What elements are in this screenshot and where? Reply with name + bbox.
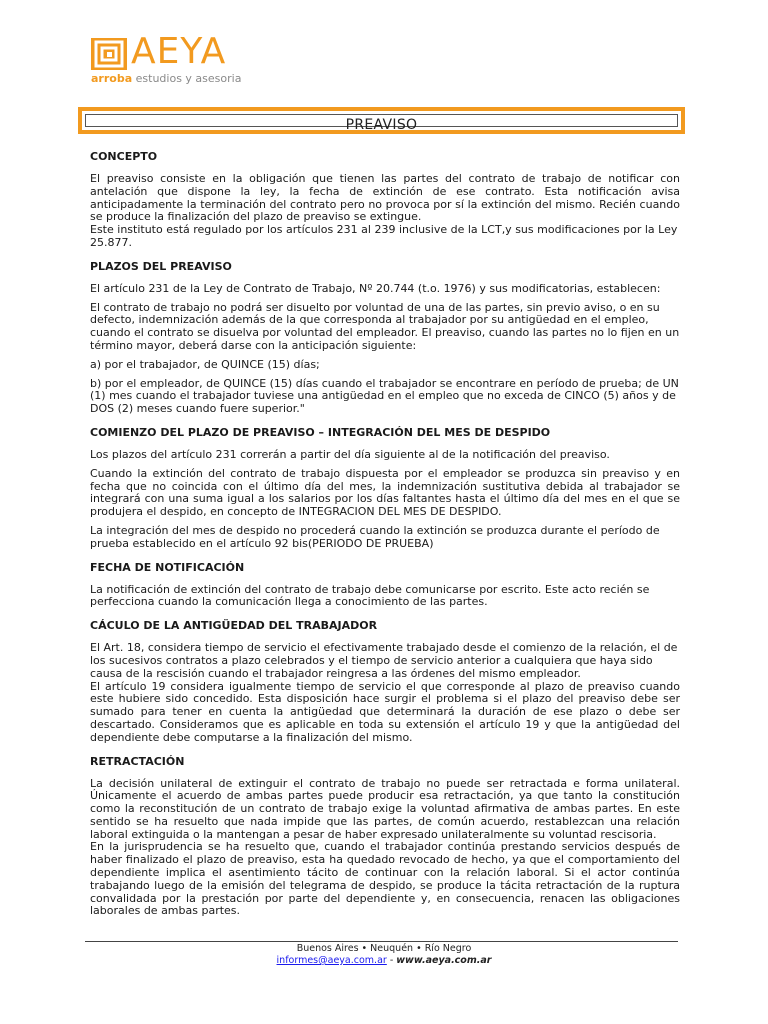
website-text: www.aeya.com.ar — [396, 955, 492, 966]
title-frame — [78, 107, 685, 134]
section-heading-retractacion: RETRACTACIÓN — [90, 754, 185, 768]
paragraph: La decisión unilateral de extinguir el contrato de trabajo no puede ser retractada e forma unilateral. Únicamente el acuerdo de ambas partes puede producir esa retractación, ya que tanto la constitución como la reconstitución de un contrato de trabajo exige la voluntad afirmativa de ambas partes. En este sentido se ha resuelto que nada impide que las partes, de común acuerdo, restablezcan una relación laboral extinguida o la mantengan a pesar de haber expresado unilateralmente su voluntad rescisoria. — [90, 776, 680, 841]
at-sign-icon — [91, 38, 127, 70]
section-heading-calculo: CÁCULO DE LA ANTIGÜEDAD DEL TRABAJADOR — [90, 619, 378, 633]
footer-contact — [0, 955, 768, 966]
document-body — [90, 150, 680, 918]
paragraph: El artículo 231 de la Ley de Contrato de Trabajo, Nº 20.744 (t.o. 1976) y sus modificatorias, establecen: — [90, 281, 661, 295]
section-heading-concepto: CONCEPTO — [90, 150, 158, 163]
aeya-logo — [91, 31, 291, 88]
paragraph: El Art. 18, considera tiempo de servicio el efectivamente trabajado desde el comienzo de la relación, el de los sucesivos contratos a plazo celebrados y el tiempo de servicio anterior a cualquiera que haya sido causa de la rescisión cuando el trabajador reingresa a las órdenes del mismo empleador. — [90, 641, 678, 680]
paragraph: Los plazos del artículo 231 correrán a partir del día siguiente al de la notificación del preaviso. — [90, 447, 610, 461]
email-link[interactable]: informes@aeya.com.ar — [276, 955, 387, 966]
page-title: PREAVISO — [345, 117, 418, 133]
section-heading-fecha: FECHA DE NOTIFICACIÓN — [90, 560, 245, 574]
paragraph: El contrato de trabajo no podrá ser disuelto por voluntad de una de las partes, sin previo aviso, o en su defecto, indemnización además de la que corresponda al trabajador por su antigüedad en el empleo, cuando el contrato se disuelva por voluntad del empleador. El preaviso, cuando las partes no lo fijen en un término mayor, deberá darse con la anticipación siguiente: — [90, 300, 680, 352]
paragraph: El preaviso consiste en la obligación que tienen las partes del contrato de trabajo de notificar con antelación que dispone la ley, la fecha de extinción de ese contrato. Esta notificación avisa anticipadamente la terminación del contrato pero no provoca por sí la extinción del mismo. Recién cuando se produce la finalización del plazo de preaviso se extingue. — [90, 172, 680, 224]
paragraph: La integración del mes de despido no procederá cuando la extinción se produzca durante el período de prueba establecido en el artículo 92 bis(PERIODO DE PRUEBA) — [90, 523, 660, 550]
paragraph: b) por el empleador, de QUINCE (15) días cuando el trabajador se encontrare en período de prueba; de UN (1) mes cuando el trabajador tuviese una antigüedad en el empleo que no exceda de CINCO (5) años y de DOS (2) meses cuando fuere superior." — [90, 376, 679, 416]
paragraph: Este instituto está regulado por los artículos 231 al 239 inclusive de la LCT,y sus modificaciones por la Ley 25.877. — [90, 223, 678, 249]
paragraph: En la jurisprudencia se ha resuelto que, cuando el trabajador continúa prestando servicios después de haber finalizado el plazo de preaviso, esta ha quedado revocado de hecho, ya que el comportamiento del dependiente implica el asentimiento tácito de continuar con la relación laboral. Si el actor continúa trabajando luego de la emisión del telegrama de despido, se produce la tácita retractación de la ruptura convalidada por la prestación por parte del dependiente y, en consecuencia, renacen las obligaciones laborales de ambas partes. — [90, 840, 680, 918]
title-inner-frame — [85, 114, 678, 133]
section-heading-comienzo: COMIENZO DEL PLAZO DE PREAVISO – INTEGRACIÓN DEL MES DE DESPIDO — [90, 425, 551, 439]
logo-tagline — [91, 72, 241, 85]
paragraph: El artículo 19 considera igualmente tiempo de servicio el que corresponde al plazo de preaviso cuando este hubiere sido concedido. Esta disposición hace surgir el problema si el plazo del preaviso debe ser sumado para tener en cuenta la antigüedad que determinará la duración de ese plazo o debe ser descartado. Consideramos que es aplicable en toda su extensión el artículo 19 y que la antigüedad del dependiente debe computarse a la finalización del mismo. — [90, 679, 680, 744]
paragraph: La notificación de extinción del contrato de trabajo debe comunicarse por escrito. Este acto recién se perfecciona cuando la comunicación llega a conocimiento de las partes. — [90, 582, 650, 609]
logo-tag-bold: arroba — [91, 72, 133, 85]
footer-divider — [85, 941, 678, 942]
footer-separator: - — [386, 955, 397, 966]
logo-name: AEYA — [131, 31, 227, 72]
logo-tag-rest: estudios y asesoria — [132, 72, 242, 85]
footer-locations: Buenos Aires • Neuquén • Río Negro — [296, 943, 472, 954]
paragraph: Cuando la extinción del contrato de trabajo dispuesta por el empleador se produzca sin preaviso y en fecha que no coincida con el último día del mes, la indemnización sustitutiva debida al trabajador se integrará con una suma igual a los salarios por los días faltantes hasta el último día del mes en el que se produjera el despido, en concepto de INTEGRACION DEL MES DE DESPIDO. — [90, 466, 680, 519]
section-heading-plazos: PLAZOS DEL PREAVISO — [90, 259, 232, 273]
paragraph: a) por el trabajador, de QUINCE (15) días; — [90, 357, 320, 371]
